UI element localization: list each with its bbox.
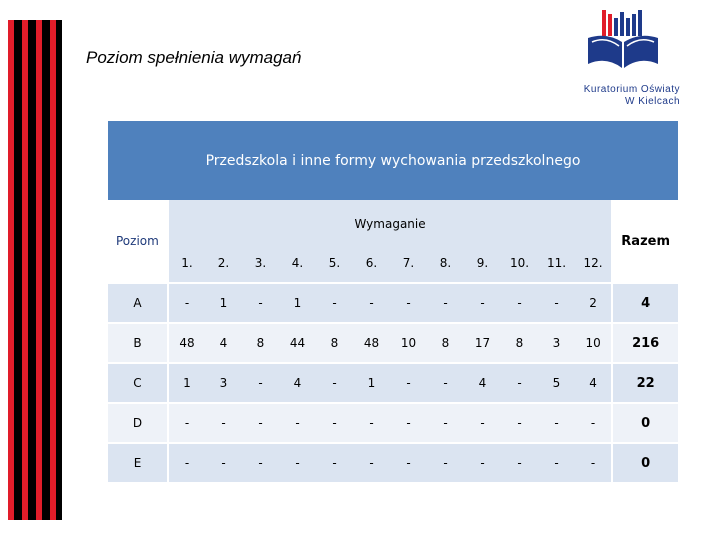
value-cell: 17 xyxy=(464,323,501,363)
value-cell: - xyxy=(538,283,575,323)
column-header: 10. xyxy=(501,243,538,283)
value-cell: 8 xyxy=(501,323,538,363)
value-cell: 3 xyxy=(538,323,575,363)
value-cell: 48 xyxy=(353,323,390,363)
total-cell: 0 xyxy=(612,403,678,443)
column-header: 4. xyxy=(279,243,316,283)
value-cell: - xyxy=(205,443,242,483)
value-cell: - xyxy=(316,283,353,323)
value-cell: 4 xyxy=(575,363,612,403)
value-cell: 5 xyxy=(538,363,575,403)
level-cell: E xyxy=(108,443,168,483)
value-cell: - xyxy=(168,283,205,323)
logo-line-1: Kuratorium Oświaty xyxy=(583,84,680,95)
book-logo-icon xyxy=(584,8,662,78)
logo-caption xyxy=(560,84,680,108)
value-cell: - xyxy=(390,283,427,323)
column-header: 5. xyxy=(316,243,353,283)
value-cell: 4 xyxy=(279,363,316,403)
value-cell: - xyxy=(316,443,353,483)
total-cell: 4 xyxy=(612,283,678,323)
value-cell: - xyxy=(279,403,316,443)
value-cell: 2 xyxy=(575,283,612,323)
value-cell: - xyxy=(427,443,464,483)
value-cell: 3 xyxy=(205,363,242,403)
page-title: Poziom spełnienia wymagań xyxy=(86,48,302,67)
poziom-header: Poziom xyxy=(108,200,168,283)
razem-header: Razem xyxy=(612,200,678,283)
column-header: 11. xyxy=(538,243,575,283)
table-row xyxy=(108,363,678,403)
value-cell: - xyxy=(464,443,501,483)
column-header: 9. xyxy=(464,243,501,283)
value-cell: 1 xyxy=(168,363,205,403)
value-cell: - xyxy=(242,363,279,403)
value-cell: 10 xyxy=(575,323,612,363)
wymaganie-header: Wymaganie xyxy=(168,200,612,243)
value-cell: - xyxy=(501,403,538,443)
value-cell: 10 xyxy=(390,323,427,363)
column-header: 3. xyxy=(242,243,279,283)
table-row xyxy=(108,323,678,363)
column-header: 1. xyxy=(168,243,205,283)
value-cell: - xyxy=(575,443,612,483)
column-header: 12. xyxy=(575,243,612,283)
value-cell: - xyxy=(353,443,390,483)
value-cell: 8 xyxy=(427,323,464,363)
value-cell: - xyxy=(390,403,427,443)
value-cell: - xyxy=(242,403,279,443)
value-cell: 44 xyxy=(279,323,316,363)
value-cell: - xyxy=(390,443,427,483)
value-cell: - xyxy=(168,403,205,443)
value-cell: 4 xyxy=(464,363,501,403)
value-cell: 4 xyxy=(205,323,242,363)
value-cell: 1 xyxy=(353,363,390,403)
decorative-stripes xyxy=(8,20,62,520)
value-cell: 8 xyxy=(242,323,279,363)
level-cell: A xyxy=(108,283,168,323)
table-caption: Przedszkola i inne formy wychowania przedszkolnego xyxy=(108,121,678,200)
value-cell: 8 xyxy=(316,323,353,363)
value-cell: - xyxy=(242,283,279,323)
value-cell: - xyxy=(464,283,501,323)
table-row xyxy=(108,283,678,323)
requirements-table xyxy=(108,200,678,484)
value-cell: 48 xyxy=(168,323,205,363)
value-cell: - xyxy=(316,403,353,443)
value-cell: 1 xyxy=(279,283,316,323)
value-cell: - xyxy=(279,443,316,483)
column-header: 6. xyxy=(353,243,390,283)
value-cell: - xyxy=(501,443,538,483)
value-cell: - xyxy=(427,283,464,323)
value-cell: - xyxy=(205,403,242,443)
value-cell: - xyxy=(316,363,353,403)
total-cell: 22 xyxy=(612,363,678,403)
value-cell: - xyxy=(464,403,501,443)
value-cell: - xyxy=(501,363,538,403)
column-header: 7. xyxy=(390,243,427,283)
value-cell: - xyxy=(575,403,612,443)
value-cell: 1 xyxy=(205,283,242,323)
value-cell: - xyxy=(427,363,464,403)
value-cell: - xyxy=(390,363,427,403)
table-row xyxy=(108,403,678,443)
column-header: 2. xyxy=(205,243,242,283)
table-row xyxy=(108,443,678,483)
level-cell: D xyxy=(108,403,168,443)
value-cell: - xyxy=(427,403,464,443)
level-cell: B xyxy=(108,323,168,363)
column-header: 8. xyxy=(427,243,464,283)
value-cell: - xyxy=(538,443,575,483)
value-cell: - xyxy=(242,443,279,483)
value-cell: - xyxy=(353,403,390,443)
total-cell: 216 xyxy=(612,323,678,363)
value-cell: - xyxy=(353,283,390,323)
value-cell: - xyxy=(168,443,205,483)
value-cell: - xyxy=(501,283,538,323)
logo-line-2: W Kielcach xyxy=(624,96,680,107)
value-cell: - xyxy=(538,403,575,443)
total-cell: 0 xyxy=(612,443,678,483)
level-cell: C xyxy=(108,363,168,403)
